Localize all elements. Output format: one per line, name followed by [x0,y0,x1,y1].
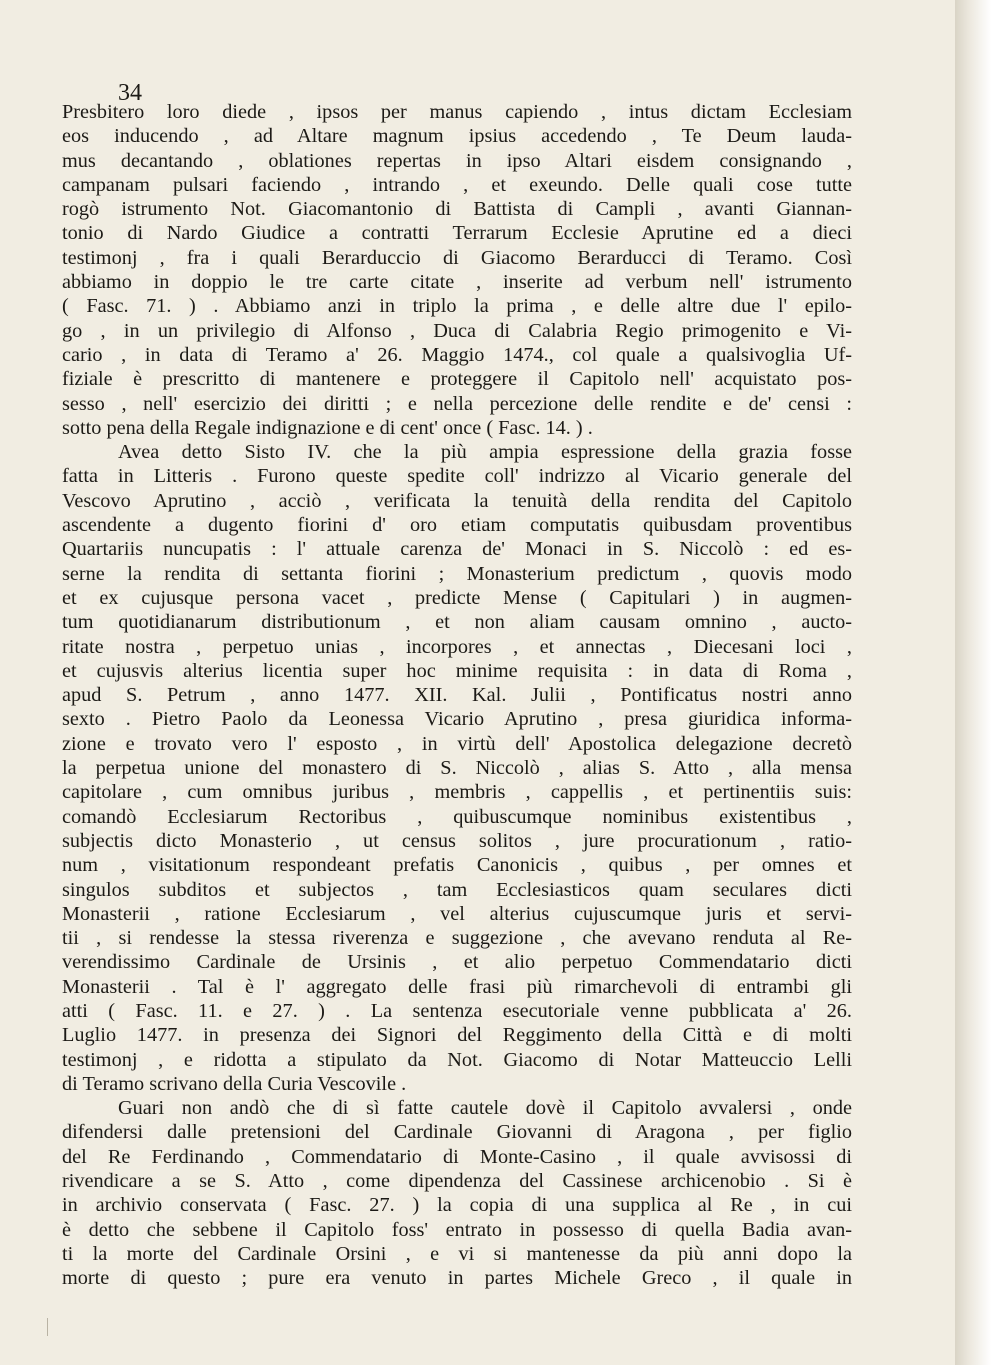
text-line: ti la morte del Cardinale Orsini , e vi si mantenesse da più anni dopo la [62,1242,852,1265]
text-line: tii , si rendesse la stessa riverenza e suggezione , che avevano renduta al Re- [62,927,852,950]
text-line: campanam pulsari faciendo , intrando , et exeundo. Delle quali cose tutte [62,173,852,196]
text-line: sesso , nell' esercizio dei diritti ; e nella percezione delle rendite e de' censi : [62,392,852,415]
text-line: singulos subditos et subjectos , tam Ecclesiasticos quam seculares dicti [62,878,852,901]
text-line: capitolare , cum omnibus juribus , membris , cappellis , et pertinentiis suis: [62,781,852,804]
text-line: Guari non andò che di sì fatte cautele dovè il Capitolo avvalersi , onde [118,1097,852,1120]
text-line: eos inducendo , ad Altare magnum ipsius accedendo , Te Deum lauda- [62,125,852,148]
text-line: sexto . Pietro Paolo da Leonessa Vicario Aprutino , presa giuridica informa- [62,708,852,731]
text-line: la perpetua unione del monastero di S. Niccolò , alias S. Atto , alla mensa [62,757,852,780]
text-line: Avea detto Sisto IV. che la più ampia espressione della grazia fosse [118,441,852,464]
text-line: comandò Ecclesiarum Rectoribus , quibuscumque nominibus existentibus , [62,805,852,828]
text-line: difendersi dalle pretensioni del Cardinale Giovanni di Aragona , per figlio [62,1121,852,1144]
text-line: verendissimo Cardinale de Ursinis , et alio perpetuo Commendatario dicti [62,951,852,974]
text-line: go , in un privilegio di Alfonso , Duca di Calabria Regio primogenito e Vi- [62,319,852,342]
text-line: del Re Ferdinando , Commendatario di Monte-Casino , il quale avvisossi di [62,1145,852,1168]
text-line: num , visitationum respondeant prefatis Canonicis , quibus , per omnes et [62,854,852,877]
text-line: in archivio conservata ( Fasc. 27. ) la copia di una supplica al Re , in cui [62,1194,852,1217]
text-line: Presbitero loro diede , ipsos per manus capiendo , intus dictam Ecclesiam [62,101,852,123]
text-line: Vescovo Aprutino , acciò , verificata la tenuità della rendita del Capitolo [62,489,852,512]
text-line: tum quotidianarum distributionum , et non aliam causam omnino , aucto- [62,611,852,634]
text-line: zione e trovato vero l' esposto , in virtù dell' Apostolica delegazione decretò [62,732,852,755]
text-line: di Teramo scrivano della Curia Vescovile . [62,1072,407,1095]
text-line: testimonj , fra i quali Berarduccio di Giacomo Berarducci di Teramo. Così [62,246,852,269]
text-line: atti ( Fasc. 11. e 27. ) . La sentenza esecutoriale venne pubblicata a' 26. [62,999,852,1022]
margin-mark [47,1318,48,1336]
text-line: testimonj , e ridotta a stipulato da Not. Giacomo di Notar Matteuccio Lelli [62,1048,852,1071]
page-edge-shadow [955,0,991,1365]
text-line: et ex cujusque persona vacet , predicte Mense ( Capitulari ) in augmen- [62,586,852,609]
text-line: mus decantando , oblationes repertas in ipso Altari eisdem consignando , [62,149,852,172]
text-line: ascendente a dugento fiorini d' oro etiam computatis quibusdam proventibus [62,514,852,537]
text-line: ( Fasc. 71. ) . Abbiamo anzi in triplo la prima , e delle altre due l' epilo- [62,295,852,318]
text-line: fatta in Litteris . Furono queste spedite coll' indrizzo al Vicario generale del [62,465,852,488]
text-line: Quartariis nuncupatis : l' attuale carenza de' Monaci in S. Niccolò : ed es- [62,538,852,561]
text-line: Luglio 1477. in presenza dei Signori del Reggimento della Città e di molti [62,1024,852,1047]
text-line: tonio di Nardo Giudice a contratti Terrarum Ecclesie Aprutine ed a dieci [62,222,852,245]
page-number: 34 [118,80,142,106]
text-line: morte di questo ; pure era venuto in partes Michele Greco , il quale in [62,1267,852,1290]
text-line: rivendicare a se S. Atto , come dipendenza del Cassinese archicenobio . Si è [62,1170,852,1193]
text-line: Monasterii . Tal è l' aggregato delle frasi più rimarchevoli di entrambi gli [62,975,852,998]
text-line: rogò istrumento Not. Giacomantonio di Battista di Campli , avanti Giannan- [62,198,852,221]
text-line: apud S. Petrum , anno 1477. XII. Kal. Julii , Pontificatus nostri anno [62,684,852,707]
body-text [62,100,852,1291]
text-line: et cujusvis alterius licentia super hoc minime requisita : in data di Roma , [62,659,852,682]
text-line: sotto pena della Regale indignazione e di cent' once ( Fasc. 14. ) . [62,416,593,439]
text-line: ritate nostra , perpetuo unias , incorpores , et annectas , Diecesani loci , [62,635,852,658]
text-line: Monasterii , ratione Ecclesiarum , vel alterius cujuscumque juris et servi- [62,902,852,925]
text-line: è detto che sebbene il Capitolo foss' entrato in possesso di quella Badia avan- [62,1218,852,1241]
text-line: subjectis dicto Monasterio , ut census solitos , jure procurationum , ratio- [62,829,852,852]
text-line: serne la rendita di settanta fiorini ; Monasterium predictum , quovis modo [62,562,852,585]
text-line: fiziale è prescritto di mantenere e proteggere il Capitolo nell' acquistato pos- [62,368,852,391]
text-line: abbiamo in doppio le tre carte citate , inserite ad verbum nell' istrumento [62,271,852,294]
text-line: cario , in data di Teramo a' 26. Maggio 1474., col quale a qualsivoglia Uf- [62,343,852,366]
